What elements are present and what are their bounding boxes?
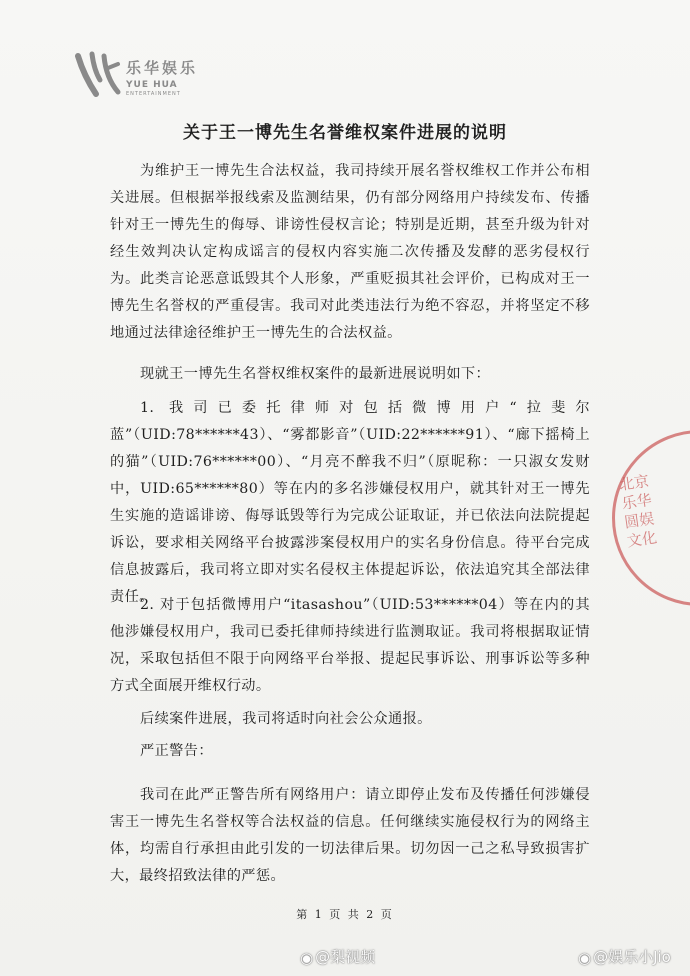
followup-paragraph: 后续案件进展，我司将适时向社会公众通报。 [140,711,432,727]
watermark-left-text: @梨视频 [315,948,376,966]
watermark-right-text: @娱乐小Jio [593,948,671,966]
weibo-icon: ◉ [578,948,592,967]
watermark-left [300,946,375,967]
logo-sub: ENTERTAINMENT [126,91,181,97]
logo-en: YUE HUA [126,80,178,90]
warning-paragraph: 我司在此严正警告所有网络用户：请立即停止发布及传播任何涉嫌侵害王一博先生名誉权等合法权益的信息。任何继续实施侵权行为的网络主体，均需自行承担由此引发的一切法律后果。切勿因一己之私导致损害扩大，最终招致法律的严惩。 [110,787,590,884]
progress-item-2: 2. 对于包括微博用户“itasashou”（UID:53******04）等在内的其他涉嫌侵权用户，我司已委托律师持续进行监测取证。我司将根据取证情况，采取包括但不限于向网络平台举报、提起民事诉讼、刑事诉讼等多种方式全面展开维权行动。 [110,597,590,694]
yuehua-logo-icon [74,50,122,98]
seal-text: 北京乐华圆娱文化 [617,471,659,551]
document-title: 关于王一博先生名誉维权案件进展的说明 [183,123,507,143]
page-number: 第 1 页 共 2 页 [296,908,394,921]
company-seal [612,430,690,606]
progress-intro: 现就王一博先生名誉权维权案件的最新进展说明如下： [140,366,491,382]
warning-heading: 严正警告： [140,743,213,759]
weibo-icon: ◉ [300,948,314,967]
progress-item-1: 1. 我司已委托律师对包括微博用户“拉斐尔蓝”（UID:78******43）、“雾都影音”（UID:22******91）、“廊下摇椅上的猫”（UID:76******00）、“月亮不醉我不归”（原昵称：一只淑女发财中，UID:65******80）等在内的多名涉嫌侵权用户，就其针对王一博先生实施的造谣诽谤、侮辱诋毁等行为完成公证取证，并已依法向法院提起诉讼，要求相关网络平台披露涉案侵权用户的实名身份信息。待平台完成信息披露后，我司将立即对实名侵权主体提起诉讼，依法追究其全部法律责任。 [110,400,590,605]
intro-paragraph: 为维护王一博先生合法权益，我司持续开展名誉权维权工作并公布相关进展。但根据举报线索及监测结果，仍有部分网络用户持续发布、传播针对王一博先生的侮辱、诽谤性侵权言论；特别是近期，甚至升级为针对经生效判决认定构成谣言的侵权内容实施二次传播及发酵的恶劣侵权行为。此类言论恶意诋毁其个人形象，严重贬损其社会评价，已构成对王一博先生名誉权的严重侵害。我司对此类违法行为绝不容忍，并将坚定不移地通过法律途径维护王一博先生的合法权益。 [110,163,590,341]
watermark-right [578,946,671,967]
logo-cn: 乐华娱乐 [126,59,199,77]
logo-text [126,57,198,97]
